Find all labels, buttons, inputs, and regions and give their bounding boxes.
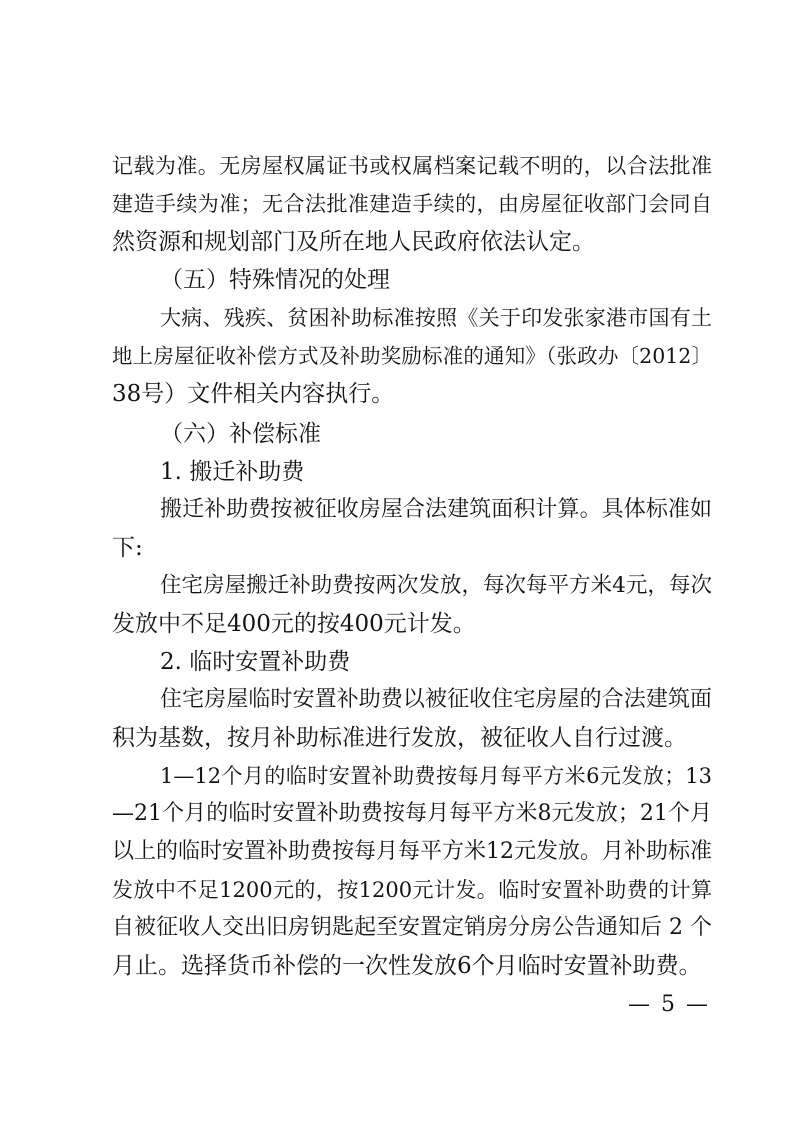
body-text-line: 大病、残疾、贫困补助标准按照《关于印发张家港市国有土: [160, 306, 712, 330]
body-text-line: 然资源和规划部门及所在地人民政府依法认定。: [112, 229, 595, 255]
body-text-line: 住宅房屋搬迁补助费按两次发放，每次每平方米4元，每次: [160, 573, 712, 598]
body-text-line: 积为基数，按月补助标准进行发放，被征收人自行过渡。: [112, 725, 687, 751]
body-text-line: 以上的临时安置补助费按每月每平方米12元发放。月补助标准: [112, 839, 712, 864]
body-text-line: 38号）文件相关内容执行。: [112, 381, 395, 407]
subsection-heading: 2. 临时安置补助费: [160, 649, 351, 675]
body-text-line: 搬迁补助费按被征收房屋合法建筑面积计算。具体标准如: [160, 497, 712, 522]
body-text-line: 建造手续为准；无合法批准建造手续的，由房屋征收部门会同自: [112, 192, 712, 216]
subsection-heading: 1. 搬迁补助费: [160, 459, 305, 485]
body-text-line: 地上房屋征收补偿方式及补助奖励标准的通知》（张政办〔2012〕: [112, 344, 712, 368]
body-text-line: 月止。选择货币补偿的一次性发放6个月临时安置补助费。: [112, 953, 702, 979]
body-text-line: 记载为准。无房屋权属证书或权属档案记载不明的，以合法批准: [112, 154, 712, 178]
body-text-line: 自被征收人交出旧房钥匙起至安置定销房分房公告通知后 2 个: [112, 915, 712, 940]
section-heading: （六）补偿标准: [160, 421, 321, 447]
body-text-line: 住宅房屋临时安置补助费以被征收住宅房屋的合法建筑面: [160, 687, 712, 712]
body-text-line: 下:: [112, 535, 143, 561]
page-number: — 5 —: [628, 992, 710, 1017]
body-text-line: —21个月的临时安置补助费按每月每平方米8元发放；21个月: [112, 801, 712, 826]
section-heading: （五）特殊情况的处理: [160, 267, 390, 293]
body-text-line: 1—12个月的临时安置补助费按每月每平方米6元发放；13: [160, 764, 712, 788]
body-text-line: 发放中不足400元的按400元计发。: [112, 611, 476, 637]
body-text-line: 发放中不足1200元的，按1200元计发。临时安置补助费的计算: [112, 878, 712, 902]
